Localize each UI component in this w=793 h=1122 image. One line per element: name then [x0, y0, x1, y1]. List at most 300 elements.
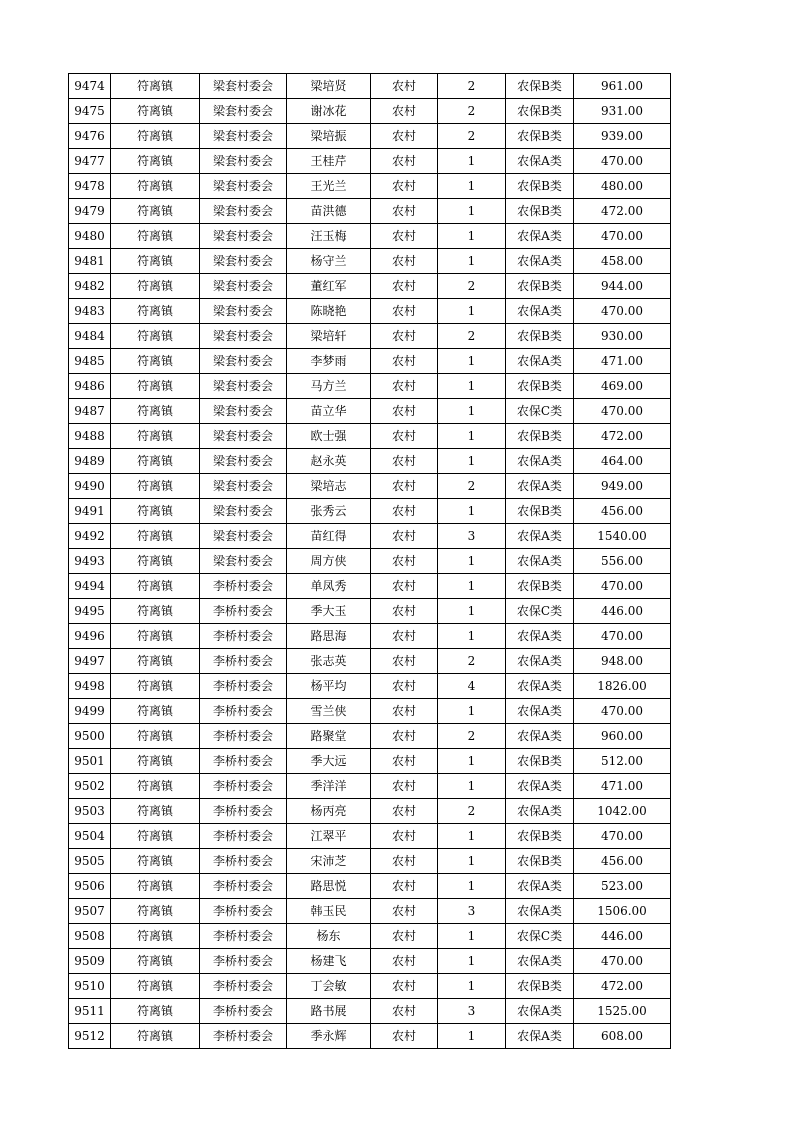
village-cell: 梁套村委会	[200, 324, 287, 349]
serial-cell: 9481	[69, 249, 111, 274]
serial-cell: 9509	[69, 949, 111, 974]
village-cell: 李桥村委会	[200, 599, 287, 624]
village-cell: 李桥村委会	[200, 649, 287, 674]
village-cell: 梁套村委会	[200, 549, 287, 574]
town-cell: 符离镇	[111, 974, 200, 999]
table-row	[69, 474, 671, 499]
village-cell: 李桥村委会	[200, 1024, 287, 1049]
category-cell: 农保B类	[506, 124, 574, 149]
household-type-cell: 农村	[371, 974, 438, 999]
table-row	[69, 199, 671, 224]
village-cell: 梁套村委会	[200, 224, 287, 249]
table-row	[69, 824, 671, 849]
village-cell: 梁套村委会	[200, 399, 287, 424]
town-cell: 符离镇	[111, 399, 200, 424]
village-cell: 李桥村委会	[200, 824, 287, 849]
category-cell: 农保A类	[506, 549, 574, 574]
serial-cell: 9484	[69, 324, 111, 349]
people-count-cell: 2	[438, 474, 506, 499]
category-cell: 农保B类	[506, 74, 574, 99]
town-cell: 符离镇	[111, 499, 200, 524]
household-type-cell: 农村	[371, 274, 438, 299]
household-type-cell: 农村	[371, 99, 438, 124]
people-count-cell: 1	[438, 749, 506, 774]
people-count-cell: 1	[438, 349, 506, 374]
amount-cell: 556.00	[574, 549, 671, 574]
people-count-cell: 2	[438, 274, 506, 299]
people-count-cell: 1	[438, 849, 506, 874]
amount-cell: 480.00	[574, 174, 671, 199]
household-type-cell: 农村	[371, 149, 438, 174]
household-type-cell: 农村	[371, 499, 438, 524]
table-row	[69, 974, 671, 999]
people-count-cell: 1	[438, 449, 506, 474]
village-cell: 梁套村委会	[200, 274, 287, 299]
table-row	[69, 74, 671, 99]
serial-cell: 9502	[69, 774, 111, 799]
town-cell: 符离镇	[111, 474, 200, 499]
village-cell: 梁套村委会	[200, 199, 287, 224]
people-count-cell: 2	[438, 649, 506, 674]
table-row	[69, 924, 671, 949]
people-count-cell: 4	[438, 674, 506, 699]
town-cell: 符离镇	[111, 249, 200, 274]
household-type-cell: 农村	[371, 699, 438, 724]
household-type-cell: 农村	[371, 824, 438, 849]
roster-table	[68, 73, 671, 1049]
table-row	[69, 524, 671, 549]
table-row	[69, 699, 671, 724]
town-cell: 符离镇	[111, 349, 200, 374]
category-cell: 农保A类	[506, 799, 574, 824]
town-cell: 符离镇	[111, 899, 200, 924]
name-cell: 周方侠	[287, 549, 371, 574]
serial-cell: 9476	[69, 124, 111, 149]
category-cell: 农保A类	[506, 149, 574, 174]
village-cell: 李桥村委会	[200, 849, 287, 874]
amount-cell: 470.00	[574, 299, 671, 324]
amount-cell: 471.00	[574, 349, 671, 374]
amount-cell: 939.00	[574, 124, 671, 149]
name-cell: 路思悦	[287, 874, 371, 899]
table-row	[69, 599, 671, 624]
village-cell: 李桥村委会	[200, 999, 287, 1024]
town-cell: 符离镇	[111, 274, 200, 299]
village-cell: 梁套村委会	[200, 149, 287, 174]
name-cell: 季洋洋	[287, 774, 371, 799]
table-row	[69, 124, 671, 149]
people-count-cell: 3	[438, 999, 506, 1024]
village-cell: 梁套村委会	[200, 99, 287, 124]
town-cell: 符离镇	[111, 724, 200, 749]
people-count-cell: 1	[438, 874, 506, 899]
town-cell: 符离镇	[111, 849, 200, 874]
town-cell: 符离镇	[111, 374, 200, 399]
household-type-cell: 农村	[371, 899, 438, 924]
name-cell: 单凤秀	[287, 574, 371, 599]
category-cell: 农保A类	[506, 299, 574, 324]
table-row	[69, 324, 671, 349]
category-cell: 农保B类	[506, 374, 574, 399]
serial-cell: 9496	[69, 624, 111, 649]
category-cell: 农保A类	[506, 449, 574, 474]
amount-cell: 948.00	[574, 649, 671, 674]
name-cell: 欧士强	[287, 424, 371, 449]
serial-cell: 9475	[69, 99, 111, 124]
amount-cell: 464.00	[574, 449, 671, 474]
household-type-cell: 农村	[371, 349, 438, 374]
category-cell: 农保B类	[506, 99, 574, 124]
household-type-cell: 农村	[371, 874, 438, 899]
household-type-cell: 农村	[371, 774, 438, 799]
amount-cell: 1540.00	[574, 524, 671, 549]
household-type-cell: 农村	[371, 124, 438, 149]
amount-cell: 470.00	[574, 399, 671, 424]
household-type-cell: 农村	[371, 474, 438, 499]
table-row	[69, 174, 671, 199]
name-cell: 路思海	[287, 624, 371, 649]
name-cell: 韩玉民	[287, 899, 371, 924]
town-cell: 符离镇	[111, 99, 200, 124]
village-cell: 李桥村委会	[200, 899, 287, 924]
category-cell: 农保A类	[506, 699, 574, 724]
household-type-cell: 农村	[371, 724, 438, 749]
town-cell: 符离镇	[111, 224, 200, 249]
name-cell: 汪玉梅	[287, 224, 371, 249]
category-cell: 农保B类	[506, 199, 574, 224]
household-type-cell: 农村	[371, 424, 438, 449]
household-type-cell: 农村	[371, 524, 438, 549]
village-cell: 李桥村委会	[200, 749, 287, 774]
name-cell: 苗红得	[287, 524, 371, 549]
serial-cell: 9497	[69, 649, 111, 674]
category-cell: 农保A类	[506, 949, 574, 974]
village-cell: 李桥村委会	[200, 699, 287, 724]
people-count-cell: 1	[438, 299, 506, 324]
household-type-cell: 农村	[371, 199, 438, 224]
name-cell: 杨建飞	[287, 949, 371, 974]
category-cell: 农保B类	[506, 974, 574, 999]
town-cell: 符离镇	[111, 649, 200, 674]
village-cell: 梁套村委会	[200, 124, 287, 149]
village-cell: 梁套村委会	[200, 499, 287, 524]
name-cell: 雪兰侠	[287, 699, 371, 724]
category-cell: 农保B类	[506, 424, 574, 449]
household-type-cell: 农村	[371, 574, 438, 599]
category-cell: 农保B类	[506, 749, 574, 774]
table-row	[69, 1024, 671, 1049]
people-count-cell: 2	[438, 99, 506, 124]
serial-cell: 9501	[69, 749, 111, 774]
village-cell: 梁套村委会	[200, 299, 287, 324]
serial-cell: 9493	[69, 549, 111, 574]
amount-cell: 1506.00	[574, 899, 671, 924]
amount-cell: 456.00	[574, 849, 671, 874]
amount-cell: 470.00	[574, 224, 671, 249]
category-cell: 农保A类	[506, 674, 574, 699]
table-row	[69, 799, 671, 824]
serial-cell: 9486	[69, 374, 111, 399]
town-cell: 符离镇	[111, 524, 200, 549]
name-cell: 张秀云	[287, 499, 371, 524]
town-cell: 符离镇	[111, 199, 200, 224]
amount-cell: 470.00	[574, 624, 671, 649]
name-cell: 梁培贤	[287, 74, 371, 99]
village-cell: 李桥村委会	[200, 799, 287, 824]
table-row	[69, 649, 671, 674]
household-type-cell: 农村	[371, 749, 438, 774]
serial-cell: 9512	[69, 1024, 111, 1049]
serial-cell: 9499	[69, 699, 111, 724]
serial-cell: 9477	[69, 149, 111, 174]
category-cell: 农保A类	[506, 249, 574, 274]
amount-cell: 944.00	[574, 274, 671, 299]
serial-cell: 9494	[69, 574, 111, 599]
people-count-cell: 1	[438, 249, 506, 274]
amount-cell: 949.00	[574, 474, 671, 499]
table-row	[69, 149, 671, 174]
table-row	[69, 874, 671, 899]
amount-cell: 470.00	[574, 149, 671, 174]
town-cell: 符离镇	[111, 74, 200, 99]
category-cell: 农保B类	[506, 499, 574, 524]
village-cell: 梁套村委会	[200, 249, 287, 274]
village-cell: 梁套村委会	[200, 524, 287, 549]
household-type-cell: 农村	[371, 174, 438, 199]
town-cell: 符离镇	[111, 949, 200, 974]
serial-cell: 9500	[69, 724, 111, 749]
amount-cell: 470.00	[574, 699, 671, 724]
village-cell: 李桥村委会	[200, 874, 287, 899]
table-row	[69, 899, 671, 924]
village-cell: 梁套村委会	[200, 374, 287, 399]
village-cell: 李桥村委会	[200, 924, 287, 949]
amount-cell: 470.00	[574, 949, 671, 974]
people-count-cell: 1	[438, 424, 506, 449]
town-cell: 符离镇	[111, 924, 200, 949]
household-type-cell: 农村	[371, 849, 438, 874]
town-cell: 符离镇	[111, 799, 200, 824]
town-cell: 符离镇	[111, 874, 200, 899]
people-count-cell: 1	[438, 149, 506, 174]
people-count-cell: 2	[438, 724, 506, 749]
household-type-cell: 农村	[371, 449, 438, 474]
table-row	[69, 449, 671, 474]
town-cell: 符离镇	[111, 674, 200, 699]
name-cell: 王光兰	[287, 174, 371, 199]
amount-cell: 930.00	[574, 324, 671, 349]
serial-cell: 9487	[69, 399, 111, 424]
category-cell: 农保A类	[506, 1024, 574, 1049]
people-count-cell: 1	[438, 199, 506, 224]
category-cell: 农保A类	[506, 624, 574, 649]
town-cell: 符离镇	[111, 299, 200, 324]
household-type-cell: 农村	[371, 624, 438, 649]
people-count-cell: 1	[438, 399, 506, 424]
amount-cell: 472.00	[574, 974, 671, 999]
people-count-cell: 2	[438, 799, 506, 824]
household-type-cell: 农村	[371, 999, 438, 1024]
amount-cell: 960.00	[574, 724, 671, 749]
people-count-cell: 1	[438, 374, 506, 399]
name-cell: 杨平均	[287, 674, 371, 699]
town-cell: 符离镇	[111, 1024, 200, 1049]
people-count-cell: 1	[438, 924, 506, 949]
people-count-cell: 1	[438, 574, 506, 599]
household-type-cell: 农村	[371, 924, 438, 949]
people-count-cell: 1	[438, 499, 506, 524]
name-cell: 王桂芹	[287, 149, 371, 174]
people-count-cell: 1	[438, 599, 506, 624]
table-row	[69, 574, 671, 599]
table-row	[69, 624, 671, 649]
category-cell: 农保A类	[506, 999, 574, 1024]
amount-cell: 471.00	[574, 774, 671, 799]
serial-cell: 9498	[69, 674, 111, 699]
category-cell: 农保A类	[506, 774, 574, 799]
name-cell: 陈晓艳	[287, 299, 371, 324]
household-type-cell: 农村	[371, 299, 438, 324]
serial-cell: 9485	[69, 349, 111, 374]
name-cell: 张志英	[287, 649, 371, 674]
category-cell: 农保B类	[506, 274, 574, 299]
name-cell: 梁培轩	[287, 324, 371, 349]
roster-body	[69, 74, 671, 1049]
serial-cell: 9474	[69, 74, 111, 99]
people-count-cell: 1	[438, 774, 506, 799]
amount-cell: 931.00	[574, 99, 671, 124]
serial-cell: 9478	[69, 174, 111, 199]
name-cell: 梁培振	[287, 124, 371, 149]
amount-cell: 512.00	[574, 749, 671, 774]
town-cell: 符离镇	[111, 749, 200, 774]
amount-cell: 1826.00	[574, 674, 671, 699]
category-cell: 农保B类	[506, 824, 574, 849]
amount-cell: 458.00	[574, 249, 671, 274]
village-cell: 梁套村委会	[200, 74, 287, 99]
town-cell: 符离镇	[111, 174, 200, 199]
category-cell: 农保A类	[506, 899, 574, 924]
name-cell: 江翠平	[287, 824, 371, 849]
table-row	[69, 274, 671, 299]
village-cell: 梁套村委会	[200, 474, 287, 499]
category-cell: 农保B类	[506, 574, 574, 599]
serial-cell: 9511	[69, 999, 111, 1024]
name-cell: 谢冰花	[287, 99, 371, 124]
table-row	[69, 249, 671, 274]
town-cell: 符离镇	[111, 699, 200, 724]
amount-cell: 961.00	[574, 74, 671, 99]
town-cell: 符离镇	[111, 824, 200, 849]
serial-cell: 9495	[69, 599, 111, 624]
amount-cell: 470.00	[574, 574, 671, 599]
village-cell: 梁套村委会	[200, 349, 287, 374]
village-cell: 梁套村委会	[200, 449, 287, 474]
name-cell: 杨东	[287, 924, 371, 949]
serial-cell: 9510	[69, 974, 111, 999]
table-row	[69, 949, 671, 974]
town-cell: 符离镇	[111, 574, 200, 599]
village-cell: 李桥村委会	[200, 674, 287, 699]
amount-cell: 472.00	[574, 199, 671, 224]
village-cell: 李桥村委会	[200, 949, 287, 974]
household-type-cell: 农村	[371, 374, 438, 399]
name-cell: 苗洪德	[287, 199, 371, 224]
amount-cell: 446.00	[574, 599, 671, 624]
people-count-cell: 2	[438, 74, 506, 99]
serial-cell: 9492	[69, 524, 111, 549]
town-cell: 符离镇	[111, 624, 200, 649]
household-type-cell: 农村	[371, 74, 438, 99]
serial-cell: 9491	[69, 499, 111, 524]
people-count-cell: 3	[438, 524, 506, 549]
category-cell: 农保A类	[506, 474, 574, 499]
table-row	[69, 749, 671, 774]
household-type-cell: 农村	[371, 949, 438, 974]
category-cell: 农保B类	[506, 324, 574, 349]
people-count-cell: 1	[438, 949, 506, 974]
category-cell: 农保C类	[506, 399, 574, 424]
table-row	[69, 499, 671, 524]
town-cell: 符离镇	[111, 149, 200, 174]
household-type-cell: 农村	[371, 799, 438, 824]
name-cell: 路聚堂	[287, 724, 371, 749]
household-type-cell: 农村	[371, 249, 438, 274]
serial-cell: 9506	[69, 874, 111, 899]
town-cell: 符离镇	[111, 999, 200, 1024]
table-row	[69, 299, 671, 324]
table-row	[69, 99, 671, 124]
name-cell: 梁培志	[287, 474, 371, 499]
people-count-cell: 2	[438, 324, 506, 349]
serial-cell: 9503	[69, 799, 111, 824]
town-cell: 符离镇	[111, 599, 200, 624]
serial-cell: 9504	[69, 824, 111, 849]
category-cell: 农保A类	[506, 874, 574, 899]
household-type-cell: 农村	[371, 549, 438, 574]
category-cell: 农保A类	[506, 724, 574, 749]
town-cell: 符离镇	[111, 549, 200, 574]
category-cell: 农保A类	[506, 349, 574, 374]
amount-cell: 470.00	[574, 824, 671, 849]
table-row	[69, 374, 671, 399]
category-cell: 农保C类	[506, 924, 574, 949]
town-cell: 符离镇	[111, 424, 200, 449]
people-count-cell: 2	[438, 124, 506, 149]
table-row	[69, 849, 671, 874]
serial-cell: 9488	[69, 424, 111, 449]
household-type-cell: 农村	[371, 1024, 438, 1049]
town-cell: 符离镇	[111, 324, 200, 349]
category-cell: 农保C类	[506, 599, 574, 624]
table-row	[69, 224, 671, 249]
people-count-cell: 1	[438, 624, 506, 649]
table-row	[69, 999, 671, 1024]
name-cell: 季永辉	[287, 1024, 371, 1049]
table-row	[69, 424, 671, 449]
serial-cell: 9505	[69, 849, 111, 874]
people-count-cell: 1	[438, 174, 506, 199]
table-row	[69, 549, 671, 574]
name-cell: 董红军	[287, 274, 371, 299]
table-row	[69, 349, 671, 374]
people-count-cell: 1	[438, 549, 506, 574]
serial-cell: 9489	[69, 449, 111, 474]
name-cell: 苗立华	[287, 399, 371, 424]
household-type-cell: 农村	[371, 649, 438, 674]
category-cell: 农保A类	[506, 649, 574, 674]
town-cell: 符离镇	[111, 774, 200, 799]
